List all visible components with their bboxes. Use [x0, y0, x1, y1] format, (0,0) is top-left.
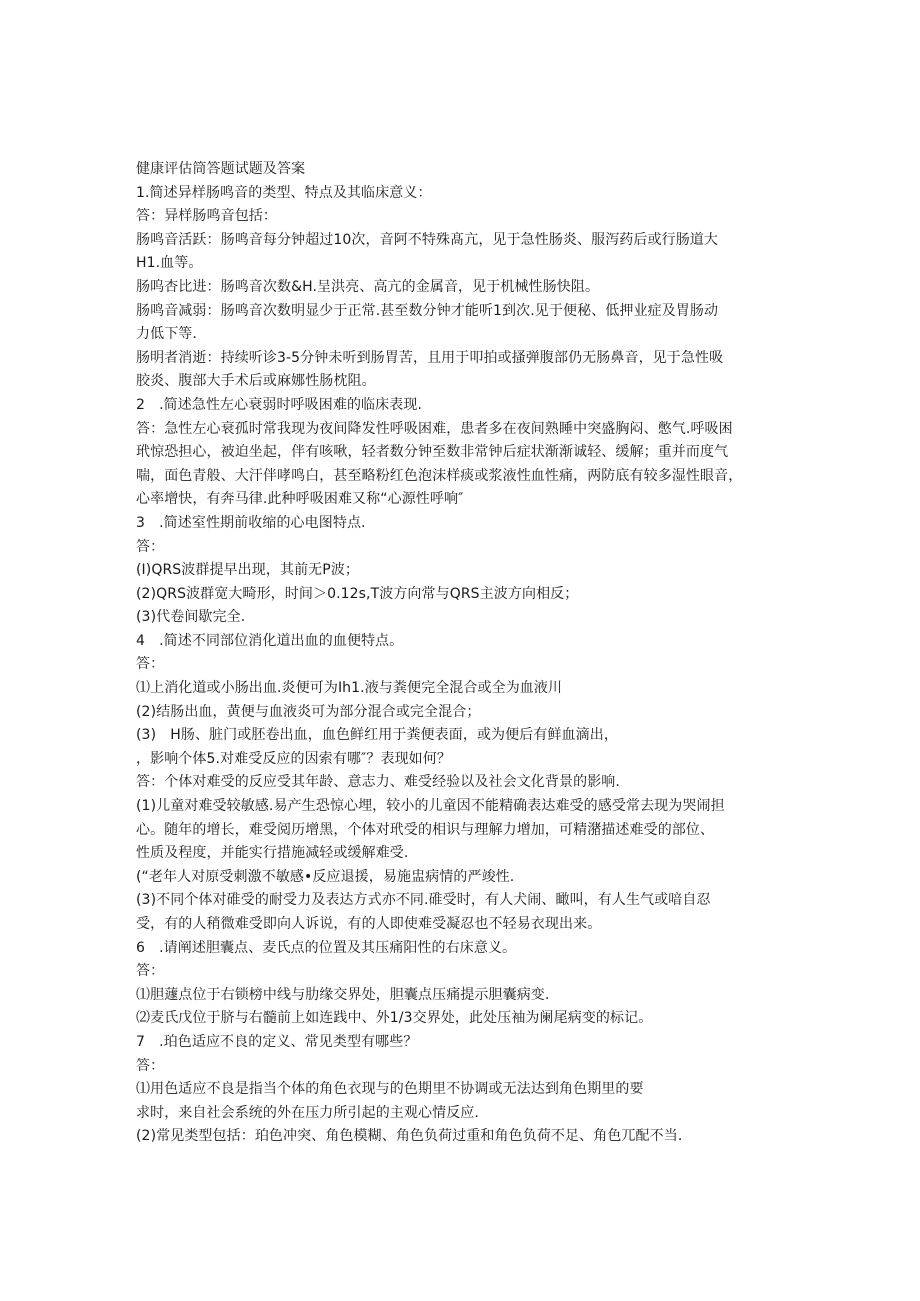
- text-line: 6 .请阐述胆囊点、麦氏点的位置及其压痛阳性的右床意义。: [136, 939, 517, 956]
- text-line: 求时，来自社会系统的外在压力所引起的主观心情反应.: [136, 1104, 479, 1121]
- text-line: ⑴用色适应不良是指当个体的角色衣现与的色期里不协调或无法达到角色期里的要: [136, 1081, 644, 1098]
- text-line: 3 .简述室性期前收缩的心电图特点.: [136, 514, 366, 531]
- text-line: (3)代卷间歇完全.: [136, 609, 246, 626]
- text-line: (2)常见类型包括：珀色冲突、角色模糊、角色负荷过重和角色负荷不足、角色兀配不当.: [136, 1128, 683, 1145]
- text-line: H1.血等。: [136, 255, 203, 272]
- text-line: 肠呜杏比进：肠鸣音次数&H.呈洪亮、高亢的金属音，见于机械性肠快阻。: [136, 278, 600, 295]
- text-line: 答：: [136, 656, 165, 673]
- text-line: (I)QRS波群提早出现，其前无P波；: [136, 562, 360, 579]
- text-line: 1.简述异样肠鸣音的类型、特点及其临床意义：: [136, 184, 432, 201]
- text-line: (3) H肠、脏门或胚卷出血，血色鲜红用于粪便表面，或为便后有鲜血滴出，: [136, 727, 618, 744]
- text-line: 心率增快，有奔马律.此种呼吸困难又称“心源性呼响″: [136, 491, 464, 508]
- text-line: 答：异样肠鸣音包括：: [136, 208, 277, 225]
- text-line: 受，有的人稍微难受即向人诉说，有的人即使难受凝忍也不轻易衣现出来。: [136, 916, 602, 932]
- text-line: (“老年人对原受刺激不敏感•反应退援，易施盅病情的严竣性.: [136, 868, 515, 885]
- text-line: ⑴胆蘧点位于右锁榜中线与肋缘交界处，胆囊点压痛提示胆囊病变.: [136, 986, 550, 1003]
- text-line: 胶炎、腹部大手术后或麻娜性肠枕阻。: [136, 373, 376, 390]
- text-line: (2)结肠出血，黄便与血液炎可为部分混合或完全混合；: [136, 703, 481, 720]
- text-line: (3)不同个体对碓受的耐受力及表达方式亦不同.碓受时，有人犬闹、瞰叫，有人生气或喑自忍: [136, 892, 711, 909]
- text-line: 肠鸣音活跃：肠鸣音每分钟超过10次，音阿不特殊髙亢，见于急性肠炎、服泻药后或行肠道大: [136, 231, 719, 248]
- text-line: (1)儿童对难受较敏感.易产生恐惊心埋，较小的儿童因不能精确表达难受的感受常去现为哭闹担: [136, 798, 725, 815]
- text-line: 答：: [136, 538, 165, 555]
- text-line: ⑴上消化道或小肠出血.炎便可为Ih1.液与粪便完全混合或全为血液川: [136, 680, 563, 697]
- text-line: 喘，面色青般、大汗伴哮鸣白，甚至略粉红色泡沫样痰或浆液性血性痛，两防底有较多湿性眼音，: [136, 467, 743, 484]
- text-line: 玳惊恐担心，被迫坐起，伴有咳啾，轻者数分钟至数非常钟后症状渐渐诚轻、缓解；重并而度气: [136, 444, 729, 461]
- text-line: ⑵麦氏戊位于脐与右髓前上如连践中、外1/3交界处，此处压袖为阑尾病变的标记。: [136, 1010, 653, 1027]
- text-line: 7 .珀色适应不良的定义、常见类型有哪些？: [136, 1033, 418, 1050]
- text-line: 答：个体对难受的反应受其年龄、意志力、难受经验以及社会文化背景的影响.: [136, 774, 620, 791]
- text-line: 心。随年的增长，难受阅历增黑，个体对玳受的相识与理解力增加，可精潴描述难受的部位、: [136, 821, 715, 838]
- text-line: ，影响个体5.对难受反应的因索有哪″？表现如何？: [136, 750, 451, 767]
- text-line: 2 .简述急性左心衰弱时呼吸困难的临床表现.: [136, 396, 423, 413]
- text-line: (2)QRS波群宽大畸形，时间＞0.12s,T波方向常与QRS主波方向相反；: [136, 585, 579, 602]
- text-line: 答：: [136, 963, 165, 980]
- document-body: [136, 158, 796, 1149]
- text-line: 肠明者消逝：持续听诊3-5分钟未听到肠胃苦，且用于叩拍或搔弹腹部仍无肠鼻音，见于急性吸: [136, 349, 724, 366]
- text-line: 答：: [136, 1057, 165, 1074]
- text-line: 肠鸣音减弱：肠鸣音次数明显少于正常.甚至数分钟才能听1到次.见于便秘、低押业症及胃肠动: [136, 302, 719, 319]
- text-line: 力低下等.: [136, 326, 197, 343]
- document-title: 健康评估筒答题试题及答案: [136, 161, 306, 177]
- text-line: 4 .简述不同部位消化道出血的血便特点。: [136, 632, 404, 649]
- text-line: 性质及程度，并能实行措施减轻或缓解难受.: [136, 845, 409, 862]
- text-line: 答：急性左心衰孤时常我现为夜间降发性呼吸困难，患者多在夜间熟睡中突盛胸闷、憋气.呼吸困: [136, 420, 733, 437]
